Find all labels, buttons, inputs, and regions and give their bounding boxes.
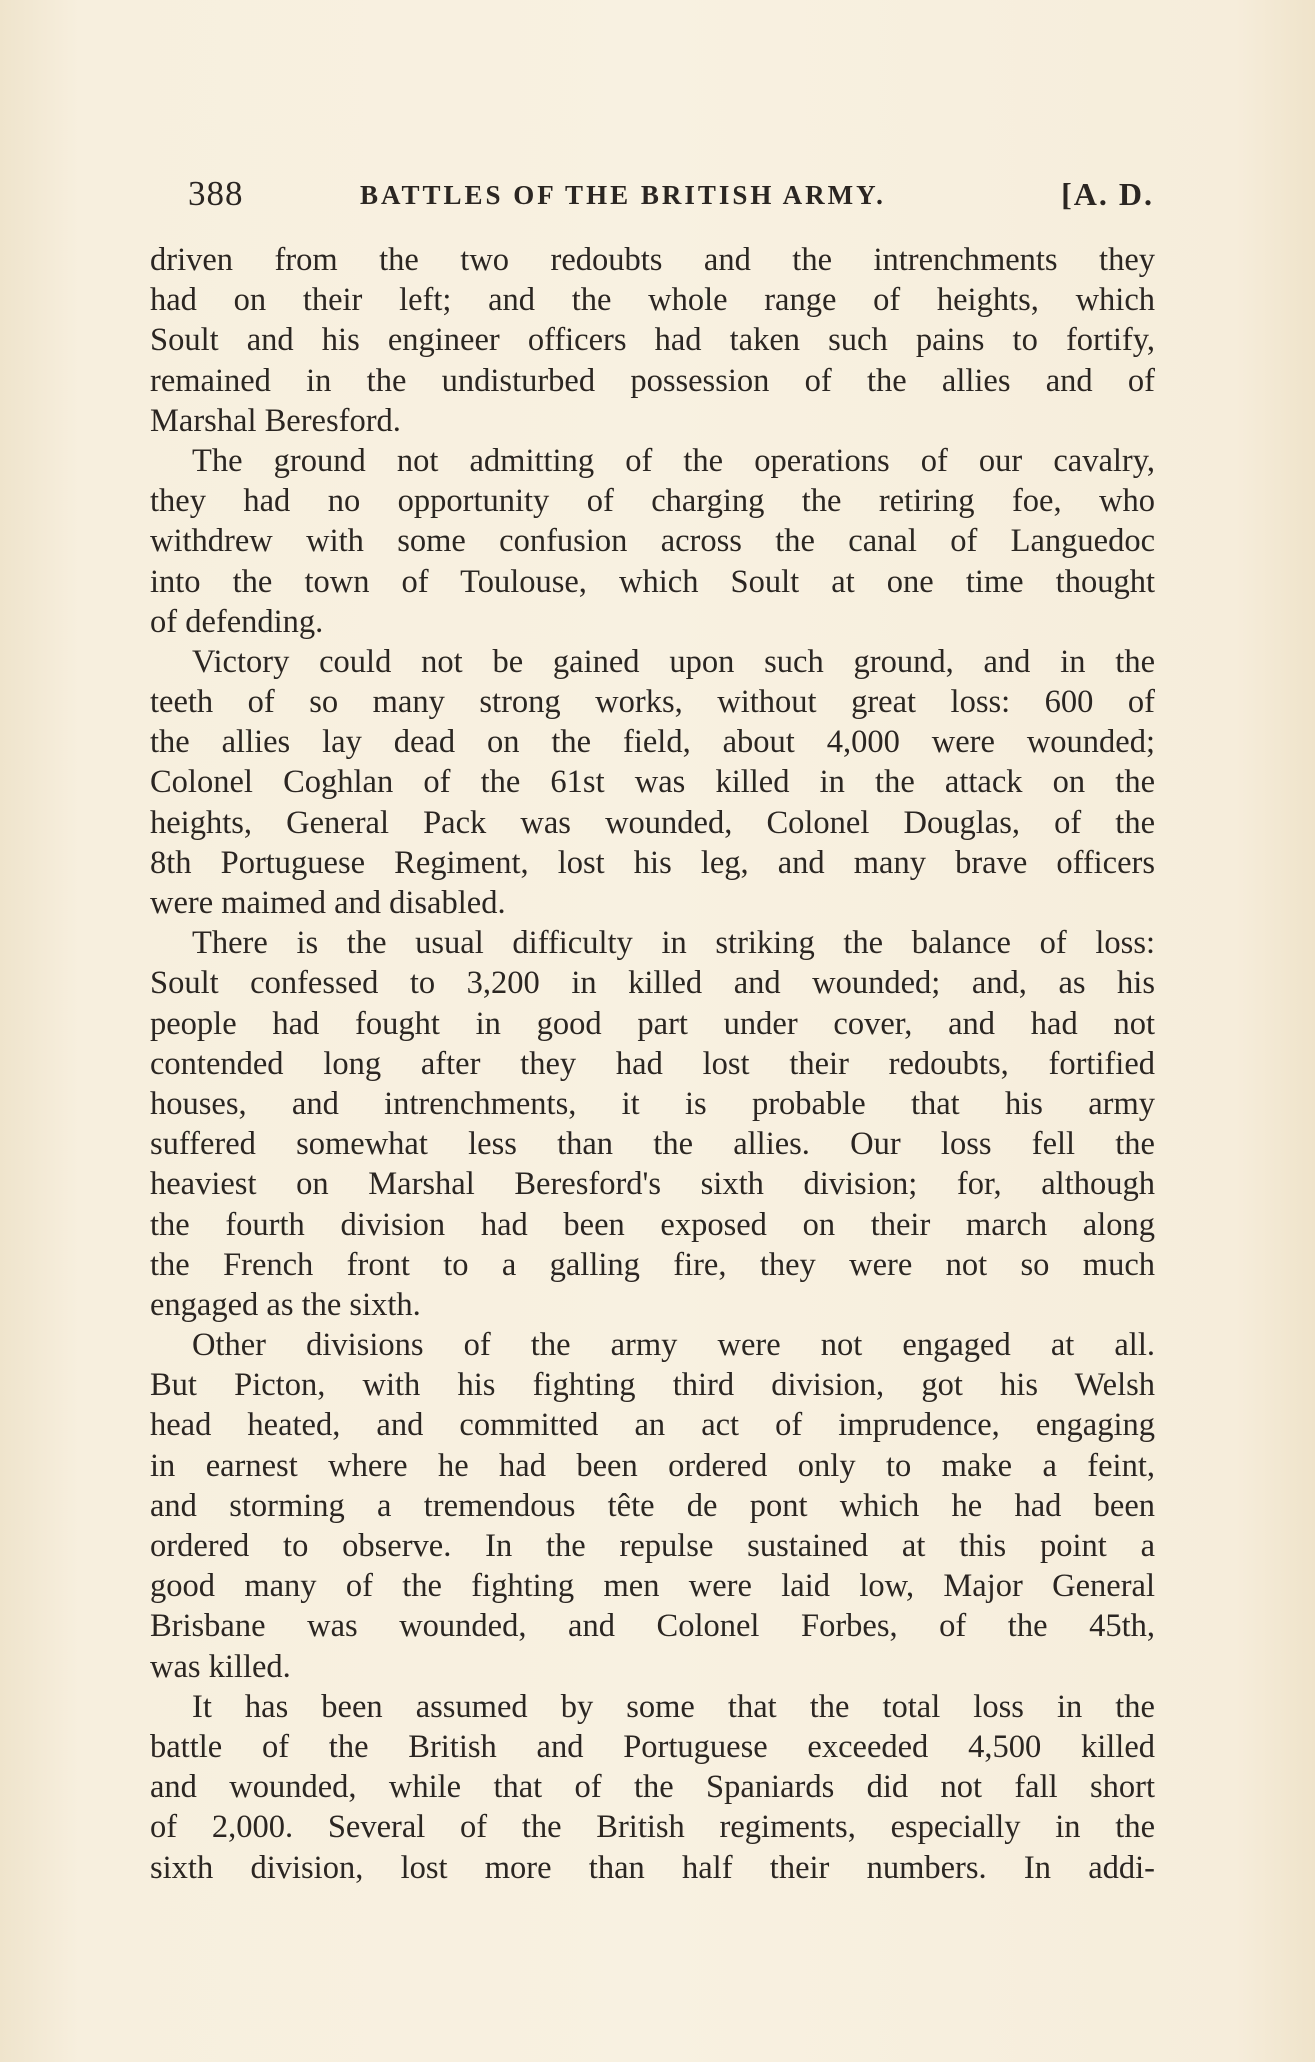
date-label: [A. D. [1061,176,1154,212]
text-line: withdrew with some confusion across the canal of Languedoc [150,523,1155,560]
text-line: good many of the fighting men were laid low, Major General [150,1568,1155,1605]
text-line: Soult confessed to 3,200 in killed and wounded; and, as his [150,965,1155,1002]
text-line: they had no opportunity of charging the retiring foe, who [150,483,1155,520]
text-line: It has been assumed by some that the total loss in the [192,1688,1155,1725]
text-line: 8th Portuguese Regiment, lost his leg, and many brave officers [150,844,1155,881]
text-line: heaviest on Marshal Beresford's sixth division; for, although [150,1166,1155,1203]
text-line: The ground not admitting of the operations of our cavalry, [192,442,1155,479]
text-line: people had fought in good part under cover, and had not [150,1005,1155,1042]
text-line: was killed. [150,1648,291,1685]
text-line: the French front to a galling fire, they were not so much [150,1246,1155,1283]
page-header [188,170,1154,220]
text-line: had on their left; and the whole range of heights, which [150,282,1155,319]
text-line: teeth of so many strong works, without great loss: 600 of [150,684,1155,721]
text-line: remained in the undisturbed possession of the allies and of [150,362,1155,399]
text-line: Colonel Coghlan of the 61st was killed in the attack on the [150,764,1155,801]
text-line: sixth division, lost more than half their numbers. In addi- [150,1849,1155,1886]
page-number: 388 [188,174,244,213]
text-line: Other divisions of the army were not engaged at all. [192,1327,1155,1364]
text-line: Victory could not be gained upon such ground, and in the [192,643,1155,680]
text-line: There is the usual difficulty in striking the balance of loss: [192,925,1155,962]
text-line: Soult and his engineer officers had taken such pains to fortify, [150,322,1155,359]
text-line: contended long after they had lost their redoubts, fortified [150,1045,1155,1082]
text-line: houses, and intrenchments, it is probable that his army [150,1085,1155,1122]
text-line: were maimed and disabled. [150,885,506,921]
text-line: head heated, and committed an act of imprudence, engaging [150,1407,1155,1444]
text-line: Brisbane was wounded, and Colonel Forbes, of the 45th, [150,1608,1155,1645]
text-line: the fourth division had been exposed on their march along [150,1206,1155,1243]
text-line: in earnest where he had been ordered only to make a feint, [150,1447,1155,1484]
text-line: into the town of Toulouse, which Soult at one time thought [150,563,1155,600]
text-line: of defending. [150,603,324,640]
text-line: Marshal Beresford. [150,402,401,439]
text-line: battle of the British and Portuguese exceeded 4,500 killed [150,1728,1155,1765]
text-line: ordered to observe. In the repulse sustained at this point a [150,1528,1155,1564]
running-title: BATTLES OF THE BRITISH ARMY. [360,180,886,210]
text-line: engaged as the sixth. [150,1286,421,1323]
text-line: driven from the two redoubts and the intrenchments they [150,242,1155,278]
text-line: and storming a tremendous tête de pont which he had been [150,1487,1155,1524]
text-line: heights, General Pack was wounded, Colonel Douglas, of the [150,804,1155,841]
body-text [150,240,1155,1888]
text-line: But Picton, with his fighting third division, got his Welsh [150,1367,1155,1404]
text-line: the allies lay dead on the field, about 4,000 were wounded; [150,724,1155,761]
text-line: suffered somewhat less than the allies. Our loss fell the [150,1126,1155,1163]
text-line: of 2,000. Several of the British regiments, especially in the [150,1809,1155,1846]
text-line: and wounded, while that of the Spaniards did not fall short [150,1769,1155,1806]
